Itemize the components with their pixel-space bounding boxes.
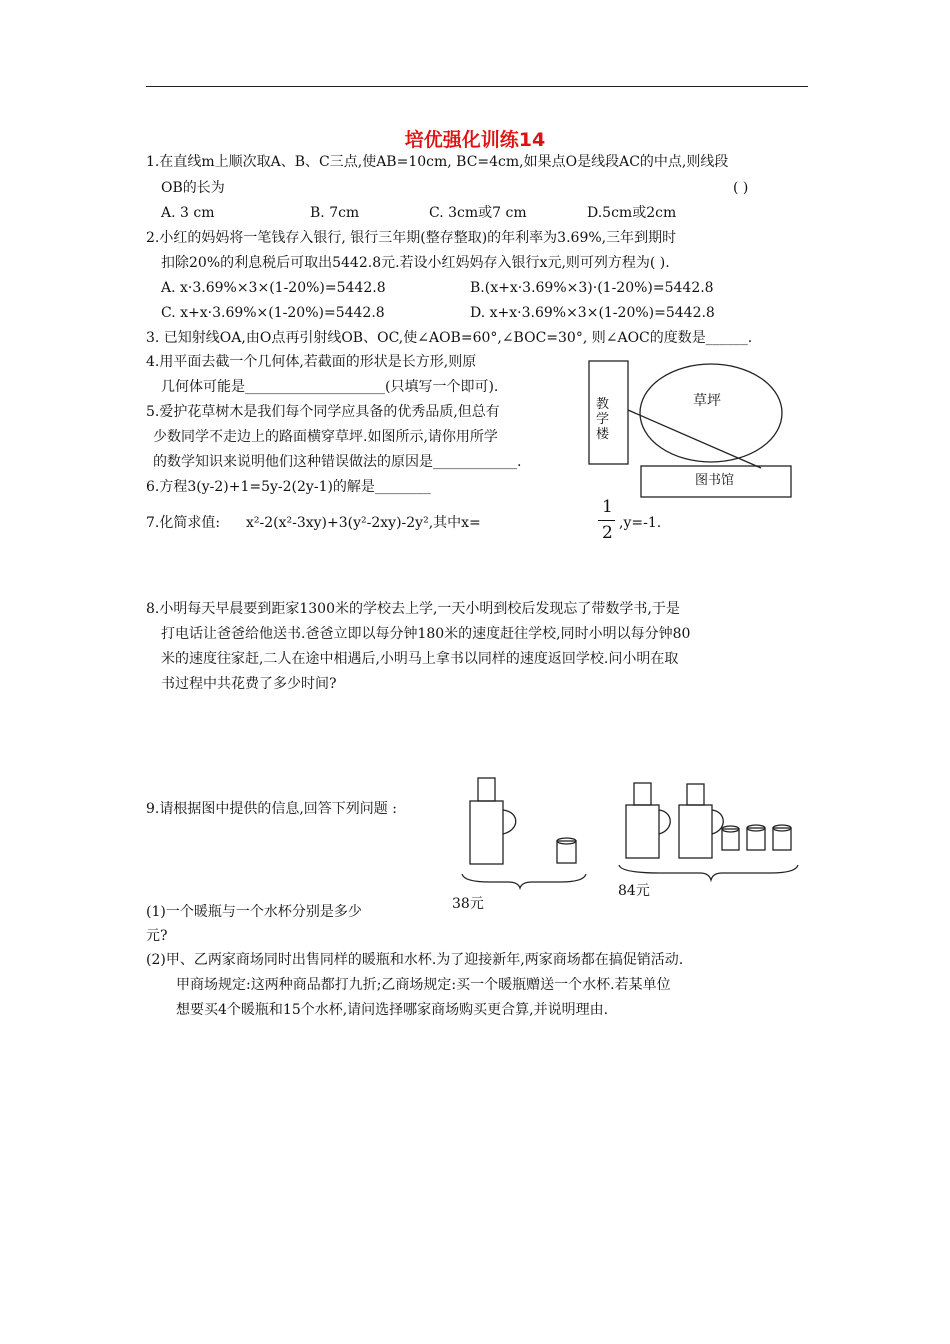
q6-text: 6.方程3(y-2)+1=5y-2(2y-1)的解是________ — [146, 479, 431, 495]
q1-option-c: C. 3cm或7 cm — [429, 205, 527, 221]
brace-group1 — [462, 874, 586, 888]
q2-option-b: B.(x+x·3.69%×3)·(1-20%)=5442.8 — [470, 280, 714, 296]
flask-icon — [470, 778, 516, 864]
lawn-ellipse — [640, 364, 782, 462]
q9-sub2-line1: (2)甲、乙两家商场同时出售同样的暖瓶和水杯.为了迎接新年,两家商场都在搞促销活动. — [146, 952, 684, 968]
cup-icon — [747, 825, 765, 850]
q1-answer-paren: ( ) — [733, 180, 749, 196]
q7-fraction-bar — [598, 520, 615, 521]
q9-price-group1: 38元 — [452, 896, 484, 912]
q8-line1: 8.小明每天早晨要到距家1300米的学校去上学,一天小明到校后发现忘了带数学书,于是 — [146, 601, 680, 617]
q4-line1: 4.用平面去截一个几何体,若截面的形状是长方形,则原 — [146, 354, 477, 370]
q4-line2: 几何体可能是____________________(只填写一个即可). — [161, 379, 499, 395]
q2-option-a: A. x·3.69%×3×(1-20%)=5442.8 — [161, 280, 386, 296]
q2-line1: 2.小红的妈妈将一笔钱存入银行, 银行三年期(整存整取)的年利率为3.69%,三年到期时 — [146, 230, 677, 246]
q5-line2: 少数同学不走边上的路面横穿草坪.如图所示,请你用所学 — [153, 429, 498, 445]
q8-line3: 米的速度往家赶,二人在途中相遇后,小明马上拿书以同样的速度返回学校.问小明在取 — [161, 651, 679, 667]
shortcut-path — [628, 410, 761, 468]
q2-option-c: C. x+x·3.69%×(1-20%)=5442.8 — [161, 305, 385, 321]
q9-sub2-line2: 甲商场规定:这两种商品都打九折;乙商场规定:买一个暖瓶赠送一个水杯.若某单位 — [176, 977, 671, 993]
q9-sub1-line1: (1)一个暖瓶与一个水杯分别是多少 — [146, 904, 362, 920]
page-title: 培优强化训练14 — [404, 129, 546, 151]
q9-sub1-line2: 元? — [146, 928, 168, 944]
q1-option-b: B. 7cm — [310, 205, 360, 221]
q2-line2: 扣除20%的利息税后可取出5442.8元.若设小红妈妈存入银行x元,则可列方程为( ). — [161, 255, 670, 271]
q9-price-group2: 84元 — [618, 883, 650, 899]
q7-tail: ,y=-1. — [619, 515, 662, 531]
cup-icon — [773, 825, 791, 850]
q7-prefix: 7.化简求值: — [146, 515, 221, 531]
q8-line2: 打电话让爸爸给他送书.爸爸立即以每分钟180米的速度赶往学校,同时小明以每分钟80 — [161, 626, 691, 642]
q2-option-d: D. x+x·3.69%×3×(1-20%)=5442.8 — [470, 305, 715, 321]
cup-icon — [722, 826, 739, 850]
q5-line3: 的数学知识来说明他们这种错误做法的原因是____________. — [153, 454, 522, 470]
building-label: 教学楼 — [596, 397, 610, 442]
q7-fraction-denominator: 2 — [602, 523, 613, 543]
q9-sub2-line3: 想要买4个暖瓶和15个水杯,请问选择哪家商场购买更合算,并说明理由. — [176, 1002, 609, 1018]
q5-line1: 5.爱护花草树木是我们每个同学应具备的优秀品质,但总有 — [146, 404, 500, 420]
cup-icon — [557, 838, 576, 863]
q7-expression: x²-2(x²-3xy)+3(y²-2xy)-2y²,其中x= — [246, 515, 481, 531]
q1-line2: OB的长为 — [161, 180, 225, 196]
library-label: 图书馆 — [695, 473, 735, 488]
q9-intro: 9.请根据图中提供的信息,回答下列问题 : — [146, 801, 397, 817]
q8-line4: 书过程中共花费了多少时间? — [161, 676, 337, 692]
q1-option-d: D.5cm或2cm — [587, 205, 677, 221]
q1-option-a: A. 3 cm — [161, 205, 215, 221]
q7-fraction-numerator: 1 — [602, 497, 613, 517]
brace-group2 — [619, 865, 798, 880]
q3-text: 3. 已知射线OA,由O点再引射线OB、OC,使∠AOB=60°,∠BOC=30°, 则∠AOC的度数是______. — [146, 330, 753, 346]
flask-icon — [679, 784, 723, 858]
lawn-label: 草坪 — [693, 393, 721, 409]
flask-icon — [626, 783, 670, 858]
q1-line1: 1.在直线m上顺次取A、B、C三点,使AB=10cm, BC=4cm,如果点O是线段AC的中点,则线段 — [146, 154, 729, 170]
header-rule — [146, 86, 808, 87]
